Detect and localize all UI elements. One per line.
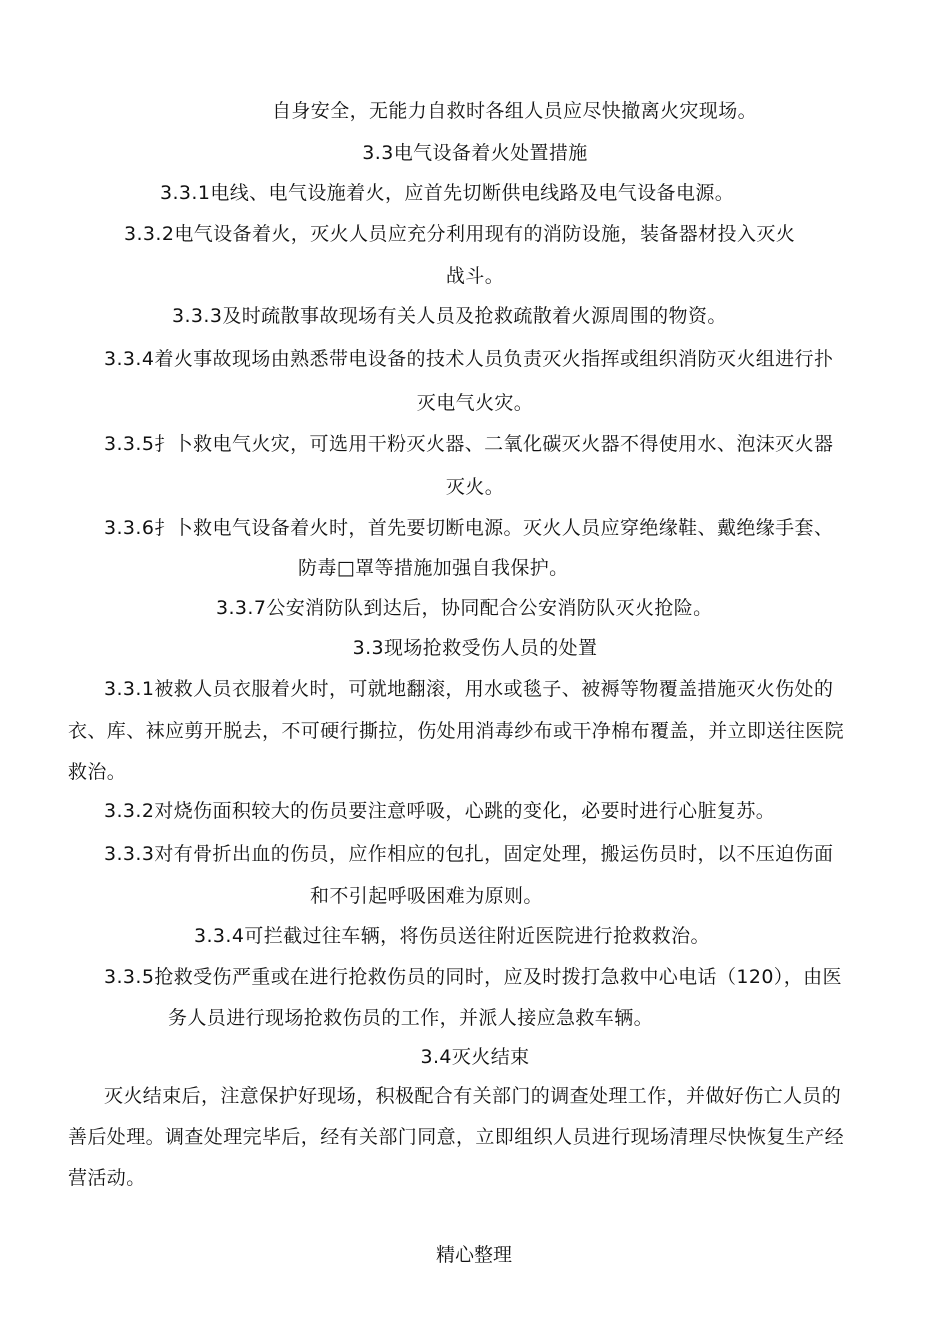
text-line: 防毒□罩等措施加强自我保护。 <box>298 557 569 579</box>
text-line: 灭火结束后，注意保护好现场，积极配合有关部门的调查处理工作，并做好伤亡人员的 <box>104 1085 842 1107</box>
text-line: 3.3.3及时疏散事故现场有关人员及抢救疏散着火源周围的物资。 <box>172 305 727 327</box>
section-heading: 3.3现场抢救受伤人员的处置 <box>352 637 598 659</box>
text-line: 营活动。 <box>68 1167 146 1189</box>
text-line: 自身安全，无能力自救时各组人员应尽快撤离火灾现场。 <box>272 100 758 122</box>
text-line: 3.3.4可拦截过往车辆，将伤员送往附近医院进行抢救救治。 <box>194 925 710 947</box>
text-line: 3.3.1电线、电气设施着火，应首先切断供电线路及电气设备电源。 <box>160 182 735 204</box>
text-line: 救治。 <box>68 761 127 783</box>
text-line: 3.3.4着火事故现场由熟悉带电设备的技术人员负责灭火指挥或组织消防灭火组进行扑 <box>104 348 834 370</box>
text-line: 衣、库、袜应剪开脱去，不可硬行撕拉，伤处用消毒纱布或干净棉布覆盖，并立即送往医院 <box>68 720 845 742</box>
text-line: 3.3.7公安消防队到达后，协同配合公安消防队灭火抢险。 <box>216 597 713 619</box>
section-heading: 3.3电气设备着火处置措施 <box>362 142 588 164</box>
text-line: 和不引起呼吸困难为原则。 <box>310 885 543 907</box>
footer-text: 精心整理 <box>436 1244 513 1266</box>
text-line: 善后处理。调查处理完毕后，经有关部门同意，立即组织人员进行现场清理尽快恢复生产经 <box>68 1126 845 1148</box>
text-line: 3.3.6扌卜救电气设备着火时，首先要切断电源。灭火人员应穿绝缘鞋、戴绝缘手套、 <box>104 517 834 539</box>
text-line: 3.3.3对有骨折出血的伤员，应作相应的包扎，固定处理，搬运伤员时，以不压迫伤面 <box>104 843 834 865</box>
text-line: 务人员进行现场抢救伤员的工作，并派人接应急救车辆。 <box>168 1007 654 1029</box>
text-line: 3.3.2电气设备着火，灭火人员应充分利用现有的消防设施，装备器材投入灭火 <box>124 223 796 245</box>
text-line: 战斗。 <box>445 265 505 287</box>
text-line: 3.3.2对烧伤面积较大的伤员要注意呼吸，心跳的变化，必要时进行心脏复苏。 <box>104 800 776 822</box>
text-line: 灭电气火灾。 <box>416 392 534 414</box>
text-line: 3.3.1被救人员衣服着火时，可就地翻滚，用水或毯子、被褥等物覆盖措施灭火伤处的 <box>104 678 834 700</box>
text-line: 3.3.5扌卜救电气火灾，可选用干粉灭火器、二氧化碳灭火器不得使用水、泡沫灭火器 <box>104 433 834 455</box>
section-heading: 3.4灭火结束 <box>420 1046 530 1068</box>
text-line: 灭火。 <box>445 476 505 498</box>
text-line: 3.3.5抢救受伤严重或在进行抢救伤员的同时，应及时拨打急救中心电话（120），由医 <box>104 966 842 988</box>
